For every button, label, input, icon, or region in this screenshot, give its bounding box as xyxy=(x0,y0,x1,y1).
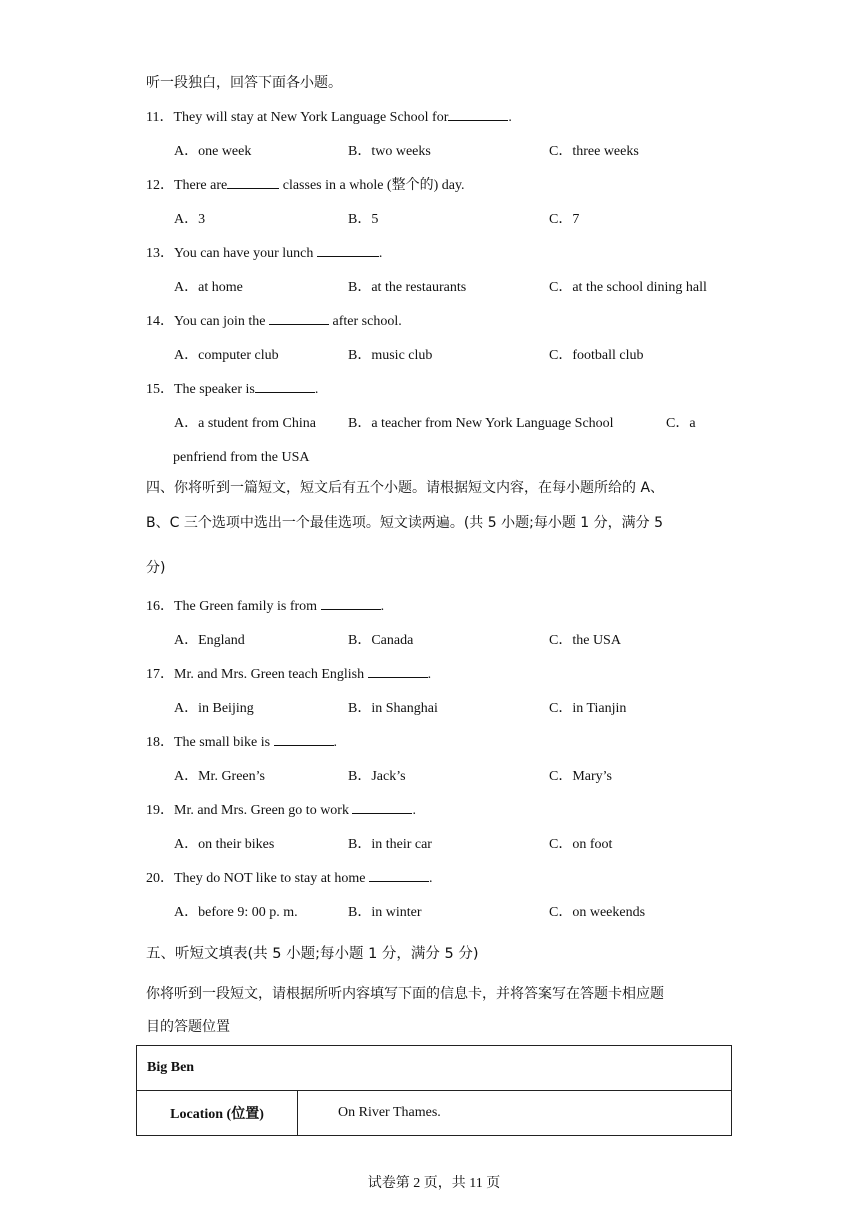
question-text-end: . xyxy=(378,246,383,261)
option-a: A．in Beijing xyxy=(174,701,254,716)
option-c: C．in Tianjin xyxy=(549,701,627,716)
answer-blank xyxy=(255,380,315,393)
question-number: 19． xyxy=(146,803,174,818)
question-number: 14． xyxy=(146,314,174,329)
answer-blank xyxy=(274,733,334,746)
question-text: The small bike is xyxy=(174,735,274,750)
table-row xyxy=(137,1091,732,1136)
question-number: 13． xyxy=(146,246,174,261)
section-5-title: 五、听短文填表(共 5 小题;每小题 1 分，满分 5 分) xyxy=(146,946,479,962)
option-a: A．England xyxy=(174,633,245,648)
option-b: B．in winter xyxy=(348,905,422,920)
question-text: Mr. and Mrs. Green teach English xyxy=(174,667,368,682)
answer-blank xyxy=(321,597,381,610)
option-b: B．at the restaurants xyxy=(348,280,467,295)
question-19 xyxy=(146,801,416,821)
question-number: 15． xyxy=(146,382,174,397)
question-text-end: . xyxy=(380,599,385,614)
question-text-end: . xyxy=(427,667,432,682)
question-15 xyxy=(146,380,318,400)
answer-blank xyxy=(269,312,329,325)
question-text: They do NOT like to stay at home xyxy=(174,871,369,886)
question-number: 17． xyxy=(146,667,174,682)
option-c: C．football club xyxy=(549,348,644,363)
option-b: B．5 xyxy=(348,212,379,227)
question-number: 12． xyxy=(146,178,174,193)
question-text-end: . xyxy=(314,382,319,397)
option-c: C．three weeks xyxy=(549,144,639,159)
option-a: A．before 9: 00 p. m. xyxy=(174,905,298,920)
question-text-end: . xyxy=(333,735,338,750)
table-header-cell: Big Ben xyxy=(137,1046,732,1091)
option-a: A．3 xyxy=(174,212,206,227)
question-number: 16． xyxy=(146,599,174,614)
option-a: A．Mr. Green’s xyxy=(174,769,265,784)
section-5-instructions-line-1: 你将听到一段短文，请根据所听内容填写下面的信息卡，并将答案写在答题卡相应题 xyxy=(146,986,664,1002)
option-a: A．a student from China xyxy=(174,416,316,431)
question-text-end: after school. xyxy=(329,314,402,329)
answer-blank xyxy=(317,244,379,257)
section-4-instructions-line-3: 分) xyxy=(146,560,166,576)
option-c: C．Mary’s xyxy=(549,769,612,784)
option-a: A．one week xyxy=(174,144,252,159)
section-5-instructions-line-2: 目的答题位置 xyxy=(146,1019,230,1035)
question-text-end: . xyxy=(412,803,416,818)
question-17 xyxy=(146,665,431,685)
question-18 xyxy=(146,733,337,753)
question-number: 11． xyxy=(146,110,174,125)
option-b: B．Canada xyxy=(348,633,414,648)
question-text: You can join the xyxy=(174,314,270,329)
table-label-cell: Location (位置) xyxy=(137,1091,298,1136)
question-16 xyxy=(146,597,384,617)
question-text: The speaker is xyxy=(174,382,255,397)
option-a: A．computer club xyxy=(174,348,279,363)
intro-line: 听一段独白，回答下面各小题。 xyxy=(146,76,342,91)
table-header-row xyxy=(137,1046,732,1091)
question-13 xyxy=(146,244,382,264)
option-b: B．Jack’s xyxy=(348,769,406,784)
option-b: B．music club xyxy=(348,348,433,363)
answer-blank xyxy=(227,176,279,189)
section-4-instructions-line-2: B、C 三个选项中选出一个最佳选项。短文读两遍。(共 5 小题;每小题 1 分，满分 5 xyxy=(146,515,663,531)
option-c: C．the USA xyxy=(549,633,621,648)
option-a: A．on their bikes xyxy=(174,837,275,852)
question-20 xyxy=(146,869,432,889)
option-b: B．two weeks xyxy=(348,144,431,159)
question-text-end: . xyxy=(428,871,433,886)
option-c: C．at the school dining hall xyxy=(549,280,707,295)
answer-blank xyxy=(448,108,508,121)
question-11 xyxy=(146,108,512,128)
option-b: B．in Shanghai xyxy=(348,701,438,716)
info-card-table xyxy=(136,1045,732,1136)
question-text: You can have your lunch xyxy=(174,246,317,261)
question-number: 20． xyxy=(146,871,174,886)
question-text: Mr. and Mrs. Green go to work xyxy=(174,803,353,818)
option-c: C．on foot xyxy=(549,837,613,852)
page-footer: 试卷第 2 页，共 11 页 xyxy=(367,1176,501,1191)
question-text: They will stay at New York Language School for xyxy=(173,110,449,125)
question-text: There are xyxy=(174,178,228,193)
option-c: C．a xyxy=(666,416,696,431)
option-a: A．at home xyxy=(174,280,243,295)
answer-blank xyxy=(352,801,412,814)
option-c-continued: penfriend from the USA xyxy=(173,450,310,465)
option-c: C．7 xyxy=(549,212,580,227)
question-number: 18． xyxy=(146,735,174,750)
answer-blank xyxy=(368,665,428,678)
option-b: B．in their car xyxy=(348,837,432,852)
question-text: The Green family is from xyxy=(174,599,321,614)
section-4-instructions-line-1: 四、你将听到一篇短文，短文后有五个小题。请根据短文内容，在每小题所给的 A、 xyxy=(146,480,665,496)
question-14 xyxy=(146,312,402,332)
option-c: C．on weekends xyxy=(549,905,646,920)
option-b: B．a teacher from New York Language School xyxy=(348,416,614,431)
question-text-end: . xyxy=(508,110,512,125)
question-text-end: classes in a whole (整个的) day. xyxy=(279,178,465,193)
answer-blank xyxy=(369,869,429,882)
question-12 xyxy=(146,176,465,196)
table-value-cell: On River Thames. xyxy=(298,1091,732,1136)
